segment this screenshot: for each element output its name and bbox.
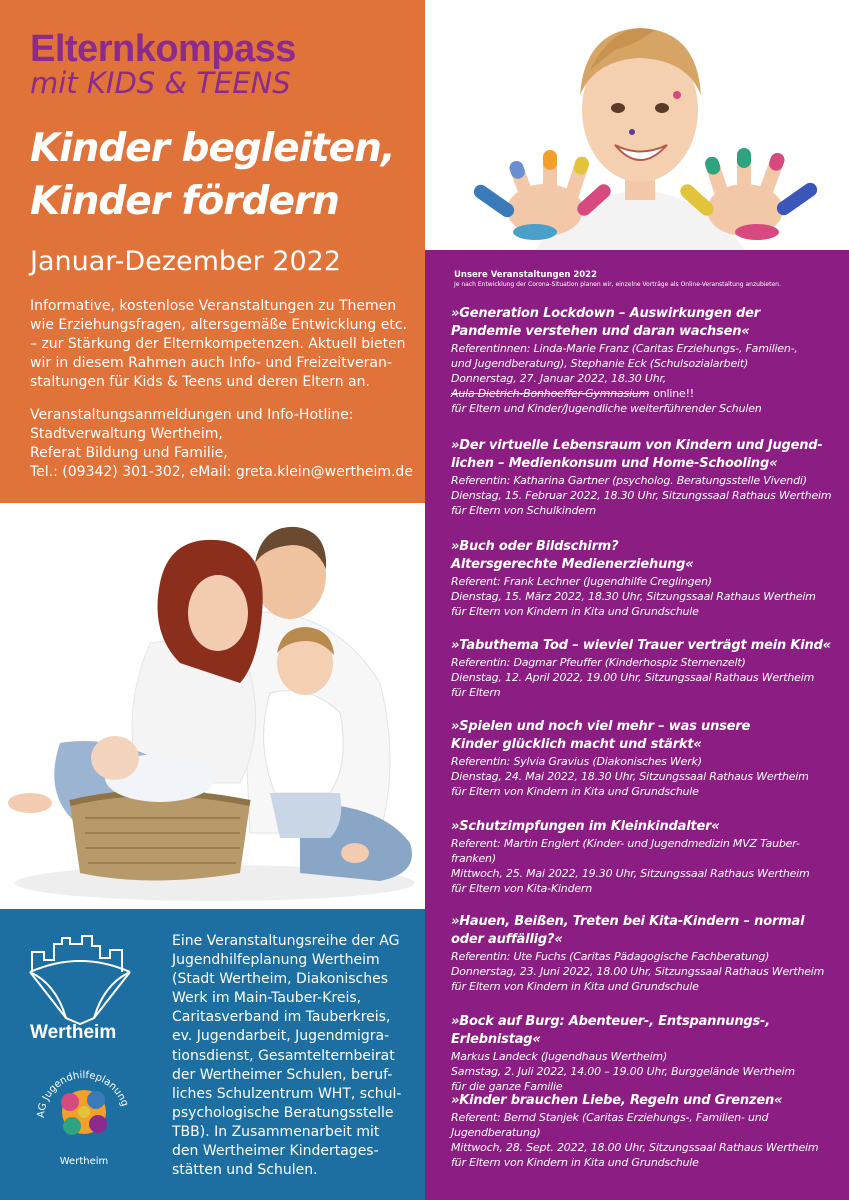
event-item [451,1013,843,1094]
event-audience: für Eltern von Kita-Kindern [451,882,593,895]
event-title: »Buch oder Bildschirm? [451,539,619,554]
event-item [451,718,843,799]
ag-logo-text: AG Jugendhilfeplanung [35,1069,131,1119]
event-title: »Schutzimpfungen im Kleinkindalter« [451,819,720,834]
contact-info [30,406,420,482]
contact-line: Veranstaltungsanmeldungen und Info-Hotline: [30,407,354,423]
event-detail: Jugendberatung) [451,1126,541,1139]
event-detail: und Jugendberatung), Stephanie Eck (Schulsozialarbeit) [451,357,749,370]
event-detail: Referent: Frank Lechner (Jugendhilfe Creglingen) [451,575,712,588]
brand-subtitle: mit KIDS & TEENS [30,66,291,100]
event-item [451,1092,843,1170]
event-detail: Dienstag, 15. März 2022, 18.30 Uhr, Sitzungssaal Rathaus Wertheim [451,590,816,603]
contact-line: Tel.: (09342) 301-302, eMail: greta.klein@wertheim.de [30,464,413,480]
series-line: TBB). In Zusammenarbeit mit [172,1123,380,1140]
event-detail: Referentin: Dagmar Pfeuffer (Kinderhospiz Sternenzelt) [451,656,746,669]
intro-line: – zur Stärkung der Elternkompetenzen. Aktuell bieten [30,336,406,352]
series-line: Jugendhilfeplanung Wertheim [172,952,380,969]
event-detail: Markus Landeck (Jugendhaus Wertheim) [451,1050,668,1063]
intro-line: wir in diesem Rahmen auch Info- und Freizeitveran- [30,355,392,371]
series-line: der Wertheimer Schulen, beruf- [172,1066,393,1083]
event-title: »Hauen, Beißen, Treten bei Kita-Kindern – normal [451,914,805,929]
event-audience: für Eltern von Kindern in Kita und Grundschule [451,980,699,993]
series-line: Werk im Main-Tauber-Kreis, [172,990,362,1007]
event-title: »Kinder brauchen Liebe, Regeln und Grenzen« [451,1093,783,1108]
event-detail: Donnerstag, 27. Januar 2022, 18.30 Uhr, [451,372,667,385]
ag-jugendhilfeplanung-logo [30,1058,138,1170]
intro-line: staltungen für Kids & Teens und deren Eltern an. [30,374,370,390]
event-detail: franken) [451,852,496,865]
event-audience: für Eltern und Kinder/Jugendliche weiterführender Schulen [451,402,762,415]
event-item [451,437,843,518]
event-title: oder auffällig?« [451,932,563,947]
event-item [451,637,843,700]
event-item [451,538,843,619]
date-range: Januar-Dezember 2022 [30,246,342,277]
event-detail: Samstag, 2. Juli 2022, 14.00 – 19.00 Uhr, Burggelände Wertheim [451,1065,795,1078]
events-header-title: Unsere Veranstaltungen 2022 [454,270,598,280]
wertheim-logo-text: Wertheim [30,1022,117,1043]
event-title: »Bock auf Burg: Abenteuer-, Entspannungs-, Erlebnistag« [451,1014,770,1047]
series-line: (Stadt Wertheim, Diakonisches [172,971,388,988]
event-detail: Dienstag, 15. Februar 2022, 18.30 Uhr, Sitzungssaal Rathaus Wertheim [451,489,832,502]
event-detail: Referentinnen: Linda-Marie Franz (Caritas Erziehungs-, Familien-, [451,342,798,355]
event-title: Altersgerechte Medienerziehung« [451,557,694,572]
event-detail: Referentin: Sylvia Gravius (Diakonisches Werk) [451,755,702,768]
intro-line: wie Erziehungsfragen, altersgemäße Entwicklung etc. [30,317,407,333]
series-line: psychologische Beratungsstelle [172,1104,394,1121]
event-detail: Referent: Martin Englert (Kinder- und Jugendmedizin MVZ Tauber- [451,837,800,850]
online-note: online!! [653,387,695,400]
intro-line: Informative, kostenlose Veranstaltungen zu Themen [30,298,397,314]
cancelled-venue: Aula Dietrich-Bonhoeffer-Gymnasium [451,387,650,400]
events-header-note: Je nach Entwicklung der Corona-Situation planen wir, einzelne Vorträge als Online-Veranstaltung anzubieten. [454,281,781,288]
series-line: Caritasverband im Tauberkreis, [172,1009,391,1026]
event-item [451,913,843,994]
event-title: »Spielen und noch viel mehr – was unsere [451,719,751,734]
event-detail: Referent: Bernd Stanjek (Caritas Erziehungs-, Familien- und [451,1111,769,1124]
event-detail: Dienstag, 24. Mai 2022, 18.30 Uhr, Sitzungssaal Rathaus Wertheim [451,770,809,783]
series-line: stätten und Schulen. [172,1162,318,1179]
event-item [451,818,843,896]
event-venue [451,386,843,401]
series-description [172,932,417,1180]
event-item [451,305,843,416]
event-title: »Der virtuelle Lebensraum von Kindern und Jugend- [451,438,823,453]
headline-line: Kinder fördern [30,179,339,224]
event-audience: für Eltern von Kindern in Kita und Grundschule [451,605,699,618]
ag-logo-city: Wertheim [59,1156,109,1167]
headline [30,122,395,228]
event-detail: Dienstag, 12. April 2022, 19.00 Uhr, Sitzungssaal Rathaus Wertheim [451,671,815,684]
events-header [454,270,781,288]
event-detail: Mittwoch, 25. Mai 2022, 19.30 Uhr, Sitzungssaal Rathaus Wertheim [451,867,810,880]
event-title: lichen – Medienkonsum und Home-Schooling« [451,456,778,471]
event-title: Kinder glücklich macht und stärkt« [451,737,702,752]
series-line: den Wertheimer Kindertages- [172,1143,379,1160]
event-title: »Generation Lockdown – Auswirkungen der [451,306,760,321]
child-illustration [425,0,849,250]
contact-line: Stadtverwaltung Wertheim, [30,426,223,442]
series-line: tionsdienst, Gesamtelternbeirat [172,1047,395,1064]
contact-line: Referat Bildung und Familie, [30,445,228,461]
series-line: liches Schulzentrum WHT, schul- [172,1085,402,1102]
event-audience: für die ganze Familie [451,1080,563,1093]
intro-text [30,297,410,392]
child-photo [425,0,849,250]
event-audience: für Eltern von Kindern in Kita und Grundschule [451,785,699,798]
event-audience: für Eltern von Schulkindern [451,504,596,517]
event-audience: für Eltern von Kindern in Kita und Grundschule [451,1156,699,1169]
event-audience: für Eltern [451,686,501,699]
series-line: ev. Jugendarbeit, Jugendmigra- [172,1028,390,1045]
brand-title: Elternkompass [30,28,296,70]
event-detail: Mittwoch, 28. Sept. 2022, 18.00 Uhr, Sitzungssaal Rathaus Wertheim [451,1141,819,1154]
event-title: Pandemie verstehen und daran wachsen« [451,324,750,339]
event-detail: Referentin: Ute Fuchs (Caritas Pädagogische Fachberatung) [451,950,770,963]
family-illustration [0,503,425,909]
series-line: Eine Veranstaltungsreihe der AG [172,933,400,949]
family-photo [0,503,425,909]
headline-line: Kinder begleiten, [30,126,395,171]
event-detail: Donnerstag, 23. Juni 2022, 18.00 Uhr, Sitzungssaal Rathaus Wertheim [451,965,825,978]
event-title: »Tabuthema Tod – wieviel Trauer verträgt mein Kind« [451,638,831,653]
event-detail: Referentin: Katharina Gartner (psycholog. Beratungsstelle Vivendi) [451,474,807,487]
